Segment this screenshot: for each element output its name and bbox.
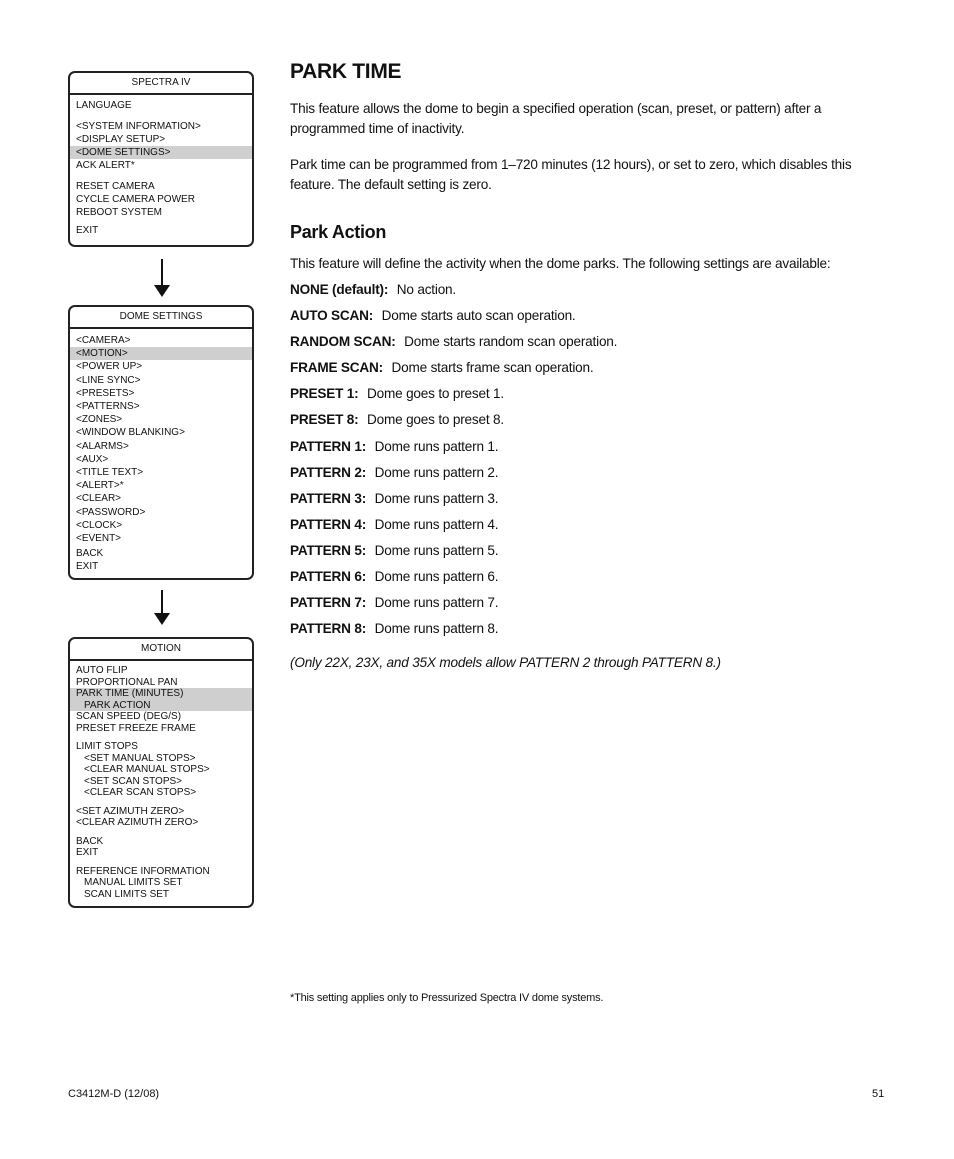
menu-item: <SYSTEM INFORMATION>: [76, 121, 201, 132]
setting-row: [290, 334, 617, 349]
down-arrow-icon: [154, 259, 170, 297]
menu-item: REFERENCE INFORMATION: [76, 865, 210, 877]
menu-item: <CLEAR AZIMUTH ZERO>: [76, 817, 199, 828]
spectra-iv-menu: [68, 71, 254, 247]
setting-row: [290, 282, 456, 297]
section-heading: Park Action: [290, 222, 387, 242]
setting-row: [290, 517, 498, 532]
menu-item: <AUX>: [76, 453, 109, 465]
menu-item: RESET CAMERA: [76, 181, 155, 192]
setting-desc: Dome starts frame scan operation.: [391, 360, 594, 375]
menu-item: PROPORTIONAL PAN: [76, 676, 178, 688]
menu-item: EXIT: [76, 561, 99, 573]
setting-row: [290, 439, 498, 454]
setting-desc: Dome runs pattern 6.: [374, 569, 499, 584]
menu-item: <ZONES>: [76, 414, 123, 426]
setting-desc: Dome starts auto scan operation.: [381, 308, 576, 323]
menu-item: <CLEAR>: [76, 493, 122, 505]
setting-desc: No action.: [396, 282, 456, 297]
menu-item: <LINE SYNC>: [76, 374, 141, 386]
menu-item: LANGUAGE: [76, 100, 132, 111]
menu-item: <POWER UP>: [76, 361, 143, 373]
menu-item: REBOOT SYSTEM: [76, 207, 162, 218]
down-arrow-icon: [154, 590, 170, 628]
setting-label: NONE (default):: [290, 282, 389, 297]
setting-label: FRAME SCAN:: [290, 360, 383, 375]
menu-item: LIMIT STOPS: [76, 741, 138, 752]
menu-item: <WINDOW BLANKING>: [76, 427, 185, 439]
menu-item: BACK: [76, 835, 104, 847]
models-note: (Only 22X, 23X, and 35X models allow PATTERN 2 through PATTERN 8.): [290, 655, 721, 670]
setting-label: PATTERN 2:: [290, 465, 367, 480]
setting-row: [290, 543, 498, 558]
menu-item: <PRESETS>: [76, 387, 135, 399]
menu-item: <CLEAR SCAN STOPS>: [84, 787, 197, 798]
setting-desc: Dome runs pattern 4.: [374, 517, 499, 532]
menu-item: BACK: [76, 548, 104, 560]
setting-desc: Dome runs pattern 5.: [374, 543, 499, 558]
page-title: PARK TIME: [290, 60, 402, 83]
setting-row: [290, 569, 498, 584]
intro-paragraph: Park time can be programmed from 1–720 minutes (12 hours), or set to zero, which disables this feature. The default setting is zero.: [290, 157, 852, 192]
menu-item: <CLEAR MANUAL STOPS>: [84, 764, 210, 775]
menu-item: CYCLE CAMERA POWER: [76, 194, 195, 205]
setting-label: PRESET 8:: [290, 412, 359, 427]
menu-item: <ALARMS>: [76, 440, 129, 452]
menu-item-highlighted: <MOTION>: [70, 347, 252, 360]
setting-label: RANDOM SCAN:: [290, 334, 396, 349]
setting-row: [290, 360, 593, 375]
document-id: C3412M-D (12/08): [68, 1088, 160, 1100]
setting-row: [290, 595, 498, 610]
menu-item: <PASSWORD>: [76, 506, 146, 518]
setting-label: PATTERN 3:: [290, 491, 367, 506]
menu-item: <SET MANUAL STOPS>: [84, 752, 196, 764]
menu-item: MANUAL LIMITS SET: [84, 877, 183, 888]
setting-label: PATTERN 8:: [290, 621, 367, 636]
setting-row: [290, 412, 504, 427]
menu-item-highlighted: <DOME SETTINGS>: [70, 146, 252, 159]
menu-item: <DISPLAY SETUP>: [76, 134, 166, 145]
setting-desc: Dome goes to preset 1.: [367, 386, 504, 401]
footnote: *This setting applies only to Pressurized Spectra IV dome systems.: [290, 992, 604, 1004]
menu-item: <EVENT>: [76, 533, 122, 545]
menu-item: EXIT: [76, 847, 99, 858]
page-number: 51: [872, 1088, 885, 1100]
menu-item: ACK ALERT*: [76, 160, 135, 171]
menu-item: <ALERT>*: [76, 480, 124, 492]
menu-item: EXIT: [76, 225, 99, 236]
setting-label: PATTERN 4:: [290, 517, 367, 532]
setting-label: PRESET 1:: [290, 386, 359, 401]
menu-item: SCAN SPEED (DEG/S): [76, 711, 182, 722]
dome-settings-menu: [68, 305, 254, 580]
menu-item: <SET SCAN STOPS>: [84, 775, 183, 787]
setting-row: [290, 491, 498, 506]
setting-row: [290, 308, 576, 323]
setting-row: [290, 386, 504, 401]
setting-label: PATTERN 6:: [290, 569, 367, 584]
menu-item: AUTO FLIP: [76, 665, 128, 676]
setting-label: AUTO SCAN:: [290, 308, 374, 323]
menu-title: SPECTRA IV: [70, 73, 252, 95]
menu-item: <PATTERNS>: [76, 401, 140, 413]
setting-label: PATTERN 5:: [290, 543, 367, 558]
setting-row: [290, 465, 498, 480]
setting-desc: Dome runs pattern 2.: [374, 465, 499, 480]
setting-desc: Dome runs pattern 7.: [374, 595, 499, 610]
setting-row: [290, 621, 498, 636]
menu-item: SCAN LIMITS SET: [84, 888, 170, 900]
setting-desc: Dome starts random scan operation.: [404, 334, 618, 349]
setting-label: PATTERN 1:: [290, 439, 367, 454]
motion-menu: [68, 637, 254, 908]
menu-title: DOME SETTINGS: [70, 307, 252, 329]
menu-item: PRESET FREEZE FRAME: [76, 722, 196, 734]
setting-label: PATTERN 7:: [290, 595, 367, 610]
intro-paragraph: This feature allows the dome to begin a specified operation (scan, preset, or pattern) after a programmed time of inactivity.: [290, 101, 822, 136]
menu-item: <CAMERA>: [76, 335, 131, 346]
menu-item-highlighted: PARK TIME (MINUTES): [70, 688, 252, 700]
menu-item-highlighted: PARK ACTION: [70, 700, 252, 712]
menu-item: <TITLE TEXT>: [76, 467, 144, 479]
setting-desc: Dome goes to preset 8.: [367, 412, 504, 427]
menu-item: <SET AZIMUTH ZERO>: [76, 805, 185, 817]
menu-title: MOTION: [70, 639, 252, 661]
setting-desc: Dome runs pattern 8.: [374, 621, 499, 636]
setting-desc: Dome runs pattern 1.: [374, 439, 499, 454]
setting-desc: Dome runs pattern 3.: [374, 491, 499, 506]
section-intro: This feature will define the activity when the dome parks. The following settings are available:: [290, 256, 831, 271]
menu-item: <CLOCK>: [76, 519, 123, 531]
